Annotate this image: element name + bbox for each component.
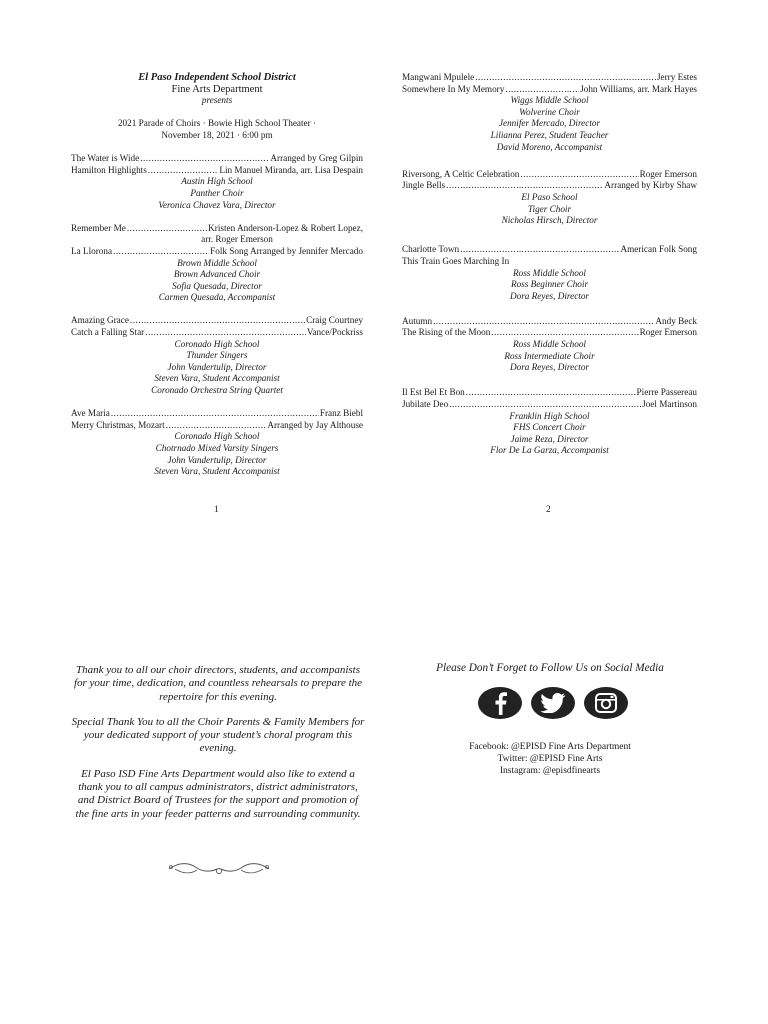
program-page-1 <box>71 72 363 478</box>
school-name: Brown Middle School <box>177 257 257 268</box>
director-name: Dora Reyes, Director <box>509 362 589 373</box>
twitter-handle[interactable]: Twitter: @EPISD Fine Arts <box>497 753 603 764</box>
director-name: Dora Reyes, Director <box>509 290 589 301</box>
accompanist-name: David Moreno, Accompanist <box>496 141 603 152</box>
page-number-2: 2 <box>546 505 551 515</box>
choir-name: Brown Advanced Choir <box>173 269 261 280</box>
song-row: Jubilate Deo ..... Joel Martinson <box>402 399 697 411</box>
director-name: John Vandertulip, Director <box>167 361 267 372</box>
song-credit-continued: arr. Roger Emerson <box>201 234 273 245</box>
ensemble-name: Coronado Orchestra String Quartet <box>151 385 283 396</box>
social-icons <box>478 687 628 719</box>
event-line-2: November 18, 2021 · 6:00 pm <box>161 129 273 140</box>
facebook-icon[interactable] <box>478 687 522 719</box>
director-name: Veronica Chavez Vara, Director <box>158 199 276 210</box>
instagram-icon[interactable] <box>584 687 628 719</box>
song-row: Merry Christmas, Mozart ..... Arranged by Jay Althouse <box>71 420 363 432</box>
director-name: Jennifer Mercado, Director <box>498 118 601 129</box>
school-name: El Paso School <box>521 191 578 202</box>
song-row: Remember Me ..... Kristen Anderson-Lopez & Robert Lopez, <box>71 223 363 235</box>
thanks-section <box>70 664 366 833</box>
thanks-paragraph-1: Thank you to all our choir directors, students, and accompanists for your time, dedication, and countless rehearsals to prepare the repertoire for this evening. <box>73 664 363 703</box>
social-heading: Please Don’t Forget to Follow Us on Social Media <box>436 662 664 674</box>
twitter-icon[interactable] <box>531 687 575 719</box>
song-row: The Rising of the Moon ..... Roger Emerson <box>402 327 697 339</box>
event-line-1: 2021 Parade of Choirs · Bowie High School Theater · <box>117 118 317 129</box>
song-row: Hamilton Highlights ..... Lin Manuel Miranda, arr. Lisa Despain <box>71 165 363 177</box>
decorative-flourish-icon <box>167 860 271 878</box>
program-page-2 <box>402 72 697 457</box>
song-row: La Llorona ..... Folk Song Arranged by Jennifer Mercado <box>71 246 363 258</box>
song-row: Jingle Bells ..... Arranged by Kirby Shaw <box>402 180 697 192</box>
song-title: This Train Goes Marching In <box>402 255 510 266</box>
song-row: Il Est Bel Et Bon ..... Pierre Passereau <box>402 387 697 399</box>
instagram-handle[interactable]: Instagram: @episdfinearts <box>499 765 601 776</box>
song-row: Catch a Falling Star ..... Vance/Pockriss <box>71 327 363 339</box>
department-title: Fine Arts Department <box>171 83 263 95</box>
song-row: Riversong, A Celtic Celebration ..... Roger Emerson <box>402 169 697 181</box>
director-name: Jaime Reza, Director <box>510 433 589 444</box>
accompanist-name: Flor De La Garza, Accompanist <box>490 445 609 456</box>
social-handles <box>402 742 698 777</box>
song-row: Mangwani Mpulele ..... Jerry Estes <box>402 72 697 84</box>
choir-name: Thunder Singers <box>186 350 248 361</box>
school-name: Ross Middle School <box>513 267 586 278</box>
song-row: Amazing Grace ..... Craig Courtney <box>71 315 363 327</box>
student-teacher-name: Lilianna Perez, Student Teacher <box>490 129 609 140</box>
director-name: John Vandertulip, Director <box>167 454 267 465</box>
school-name: Coronado High School <box>174 431 260 442</box>
choir-name: Panther Choir <box>190 187 244 198</box>
song-row: Somewhere In My Memory ..... John Williams, arr. Mark Hayes <box>402 84 697 96</box>
page-number-1: 1 <box>214 505 219 515</box>
accompanist-name: Steven Vara, Student Accompanist <box>154 373 280 384</box>
director-name: Sofia Quesada, Director <box>172 280 262 291</box>
song-row: Autumn ..... Andy Beck <box>402 316 697 328</box>
choir-name: Chotrnado Mixed Varsity Singers <box>155 443 279 453</box>
school-name: Wiggs Middle School <box>510 95 589 106</box>
choir-name: Tiger Choir <box>527 203 572 214</box>
choir-name: FHS Concert Choir <box>513 422 586 433</box>
song-row: Charlotte Town ..... American Folk Song <box>402 244 697 256</box>
presents-text: presents <box>201 95 233 106</box>
accompanist-name: Steven Vara, Student Accompanist <box>154 466 280 477</box>
choir-name: Wolverine Choir <box>519 106 580 117</box>
district-title: El Paso Independent School District <box>138 72 296 83</box>
accompanist-name: Carmen Quesada, Accompanist <box>158 292 276 303</box>
thanks-paragraph-2: Special Thank You to all the Choir Parents & Family Members for your dedicated support of your student’s choral program this evening. <box>71 715 365 755</box>
choir-name: Ross Beginner Choir <box>510 279 589 290</box>
school-name: Austin High School <box>181 176 253 187</box>
school-name: Franklin High School <box>509 410 590 421</box>
song-row: The Water is Wide ..... Arranged by Greg Gilpin <box>71 153 363 165</box>
thanks-paragraph-3: El Paso ISD Fine Arts Department would also like to extend a thank you to all campus administrators, district administrators, and District Board of Trustees for the support and promotion of the fine arts in your feeder patterns and surrounding community. <box>75 767 361 820</box>
song-row: Ave Maria ..... Franz Biebl <box>71 408 363 420</box>
school-name: Ross Middle School <box>513 339 586 350</box>
director-name: Nicholas Hirsch, Director <box>501 215 598 226</box>
choir-name: Ross Intermediate Choir <box>504 350 595 361</box>
school-name: Coronado High School <box>174 338 260 349</box>
facebook-handle[interactable]: Facebook: @EPISD Fine Arts Department <box>469 742 631 752</box>
